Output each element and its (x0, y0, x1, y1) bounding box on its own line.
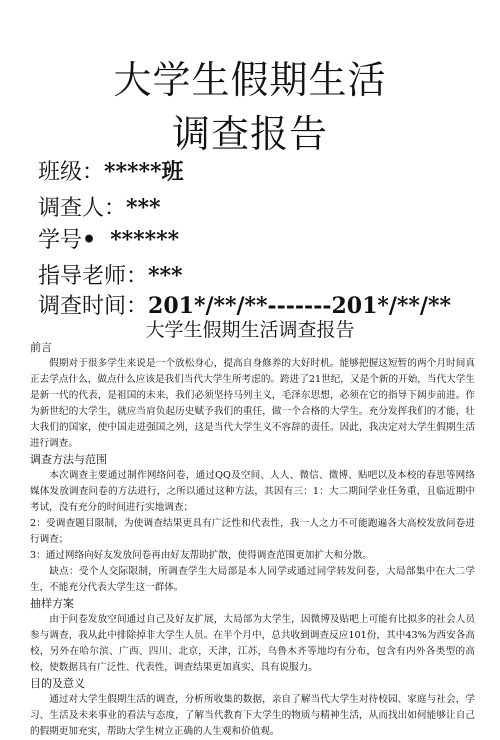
class-label: 班级： (38, 160, 105, 185)
report-body (30, 340, 475, 740)
preface-paragraph: 假期对于很多学生来说是一个放松身心，提高自身修养的大好时机。能够把握这短暂的两个月时间真正去学点什么，做点什么应该是我们当代大学生所考虑的。跨进了21世纪，又是个新的开始，当代大学生是新一代的代表，是祖国的未来，我们必须坚持马列主义，毛泽东思想，必须在它的指导下阔步前进。作为新世纪的大学生，就应当肩负起历史赋予我们的重任，做一个合格的大学生。充分发挥我们的才能，壮大我们的国家，使中国走进强国之列，这是当代大学生义不容辞的责任。因此，我决定对大学生假期生活进行调查。 (30, 358, 475, 449)
investigator-line (38, 194, 161, 223)
cover-title-line2: 调查报告 (171, 112, 328, 156)
method-point-3: 3：通过网络向好友发放问卷再由好友帮助扩散，使得调查范围更加扩大和分散。 (30, 550, 372, 561)
method-paragraph: 本次调查主要通过制作网络问卷，通过QQ及空间、人人、微信、微博、贴吧以及本校的春思等网络媒体发放调查问卷的方法进行，之所以通过这种方法，其因有三：1：大二期间学业任务重，且临近期中考试，没有充分的时间进行实地调查； (30, 470, 475, 513)
advisor-label: 指导老师： (38, 264, 149, 289)
student-id-label: 学号 (38, 228, 83, 253)
survey-time-label: 调查时间： (38, 294, 149, 319)
sampling-paragraph: 由于问卷发放空间通过自己及好友扩展，大局部为大学生，因微博及贴吧上可能有比拟多的社会人员参与调查，我从此中排除掉非大学生人员。在半个月中，总共收到调查反应101份，其中43%为西安各高校，另外在哈尔滨、广西、四川、北京，天津，江苏，乌鲁木齐等地均有分布，包含有内外各类型的高校，使数据具有广泛性、代表性，调查结果更加真实、具有说服力。 (30, 614, 475, 673)
report-title: 大学生假期生活调查报告 (145, 319, 355, 341)
purpose-paragraph: 通过对大学生假期生活的调查，分析所收集的数据，亲自了解当代大学生对待校园、家庭与社会，学习、生活及未来事业的看法与态度，了解当代教育下大学生的物质与精神生活，从而找出如何能够让自己的假期更加充实，帮助大学生树立正确的人生观和价值观。 (30, 694, 475, 737)
advisor-line (38, 262, 183, 291)
survey-time-value: 201*/**/**-------201*/**/** (148, 293, 451, 319)
preface-heading: 前言 (30, 341, 52, 354)
class-value: *****班 (104, 159, 184, 185)
survey-time-line (38, 292, 451, 321)
class-line (38, 158, 184, 187)
student-id-value: ****** (110, 227, 180, 253)
advisor-value: *** (148, 263, 183, 289)
investigator-label: 调查人： (38, 196, 127, 221)
bullet-icon: • (82, 227, 97, 253)
sampling-heading: 抽样方案 (30, 597, 74, 610)
purpose-heading: 目的及意义 (30, 677, 85, 690)
method-point-2: 2：受调查题目限制，为使调查结果更具有广泛性和代表性，我一人之力不可能跑遍各大高校发放问卷进行调查； (30, 518, 475, 545)
method-weakness: 缺点：受个人交际限制，所调查学生大局部是本人同学或通过同学转发问卷，大局部集中在大二学生，不能充分代表大学生这一群体。 (30, 566, 475, 593)
investigator-value: *** (126, 195, 161, 221)
student-id-line (38, 226, 179, 255)
cover-title-line1: 大学生假期生活 (113, 58, 387, 102)
method-heading: 调查方法与范围 (30, 453, 107, 466)
